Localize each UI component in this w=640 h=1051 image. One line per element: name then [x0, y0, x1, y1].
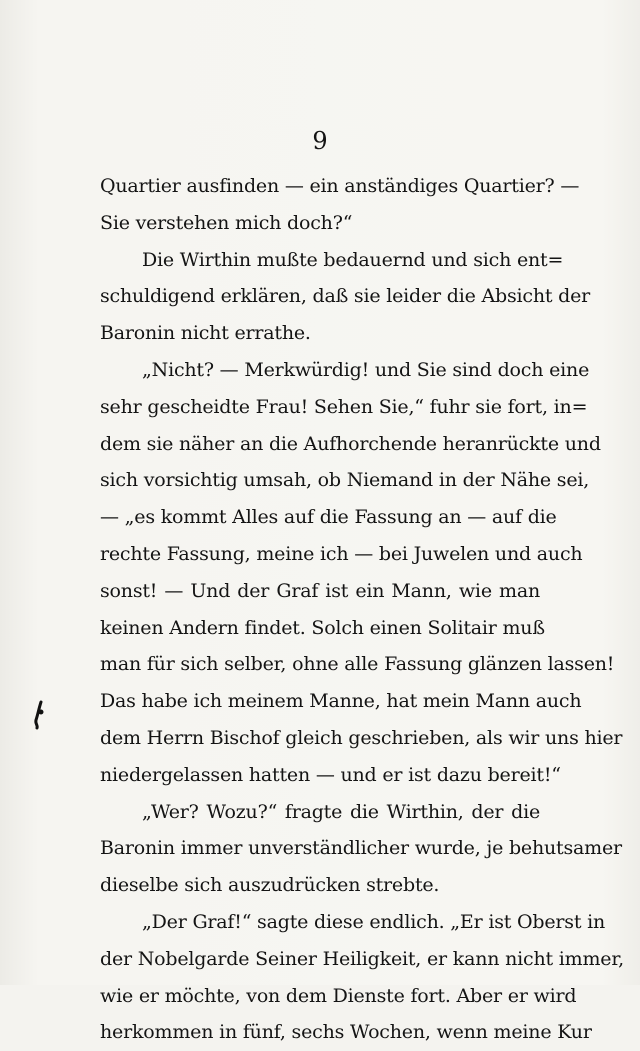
- text-line: wie er möchte, von dem Dienste fort. Aber er wird: [100, 984, 577, 1007]
- text-line: keinen Andern findet. Solch einen Solitair muß: [100, 616, 545, 639]
- text-line: dem Herrn Bischof gleich geschrieben, als wir uns hier: [100, 726, 623, 749]
- text-line: der Nobelgarde Seiner Heiligkeit, er kann nicht immer,: [100, 947, 624, 970]
- text-line: rechte Fassung, meine ich — bei Juwelen und auch: [100, 542, 583, 565]
- ink-mark-icon: [32, 700, 46, 730]
- text-line: „Nicht? — Merkwürdig! und Sie sind doch eine: [142, 358, 590, 381]
- text-line: Die Wirthin mußte bedauernd und sich ent=: [142, 248, 564, 271]
- text-line: Quartier ausfinden — ein anständiges Quartier? —: [100, 175, 580, 197]
- text-line: sehr gescheidte Frau! Sehen Sie,“ fuhr sie fort, in=: [100, 395, 588, 418]
- text-line: dieselbe sich auszudrücken strebte.: [100, 874, 440, 897]
- text-line: Baronin nicht errathe.: [100, 322, 311, 345]
- text-line: Sie verstehen mich doch?“: [100, 211, 353, 234]
- body-text: [100, 168, 624, 1051]
- text-line: — „es kommt Alles auf die Fassung an — auf die: [100, 506, 557, 529]
- text-line: „Der Graf!“ sagte diese endlich. „Er ist Oberst in: [142, 910, 606, 933]
- text-line: sonst! — Und der Graf ist ein Mann, wie man: [100, 579, 540, 602]
- text-line: dem sie näher an die Aufhorchende heranrückte und: [100, 432, 601, 455]
- text-line: niedergelassen hatten — und er ist dazu bereit!“: [100, 763, 561, 786]
- text-line: man für sich selber, ohne alle Fassung glänzen lassen!: [100, 653, 615, 676]
- text-line: Das habe ich meinem Manne, hat mein Mann auch: [100, 690, 582, 713]
- text-line: Baronin immer unverständlicher wurde, je behutsamer: [100, 837, 622, 860]
- page-number: 9: [312, 127, 328, 155]
- text-line: sich vorsichtig umsah, ob Niemand in der Nähe sei,: [100, 469, 590, 492]
- text-line: „Wer? Wozu?“ fragte die Wirthin, der die: [142, 800, 540, 823]
- text-line: schuldigend erklären, daß sie leider die Absicht der: [100, 285, 591, 308]
- text-line: herkommen in fünf, sechs Wochen, wenn meine Kur: [100, 1021, 592, 1044]
